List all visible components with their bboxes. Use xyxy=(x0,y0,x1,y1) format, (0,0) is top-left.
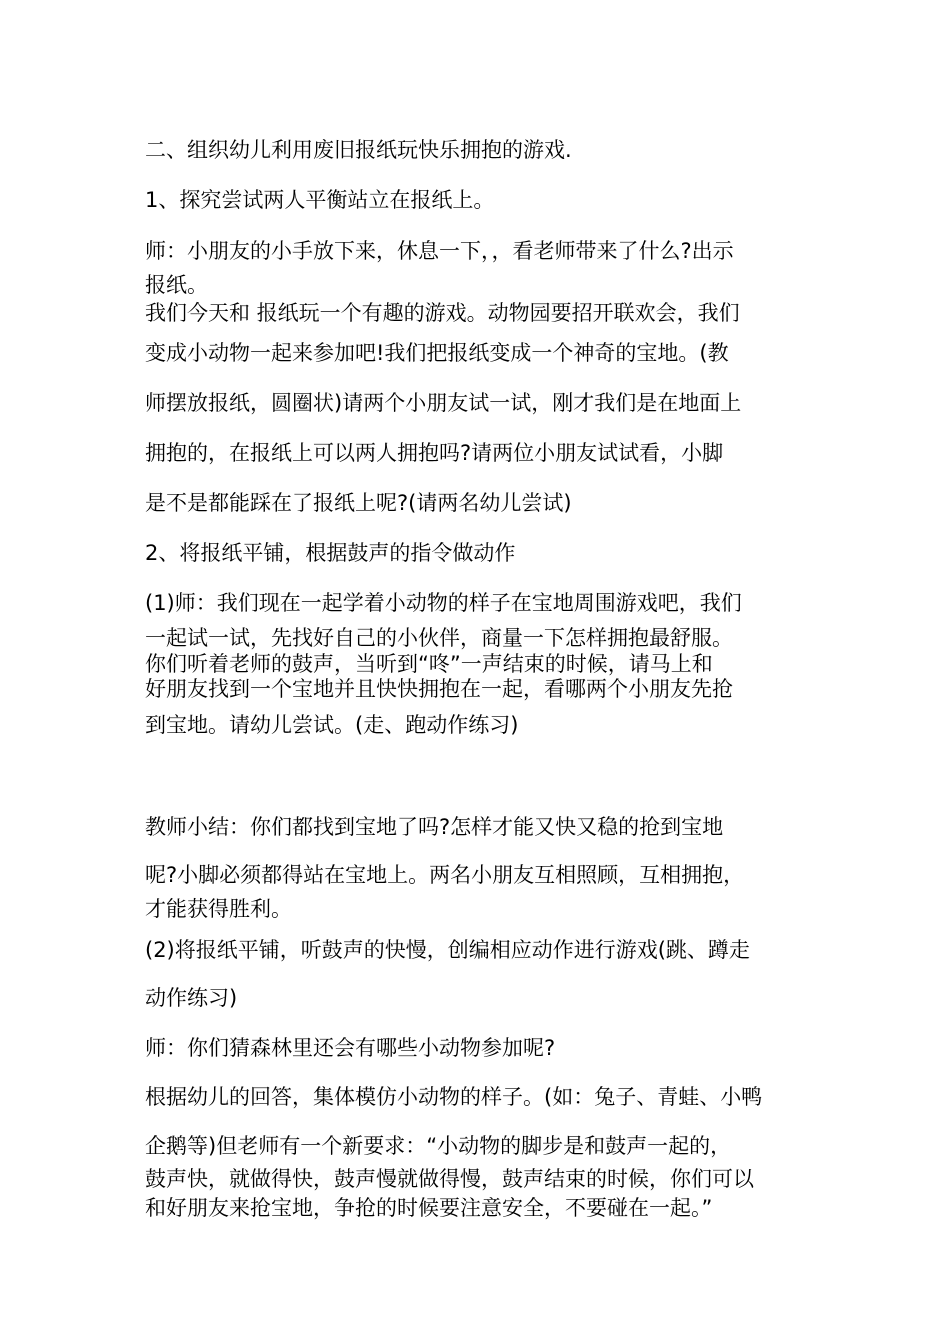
paragraph-line: 变成小动物一起来参加吧!我们把报纸变成一个神奇的宝地。(教 xyxy=(145,341,729,365)
paragraph-line: 一起试一试，先找好自己的小伙伴，商量一下怎样拥抱最舒服。 xyxy=(145,626,733,650)
paragraph-line: 呢?小脚必须都得站在宝地上。两名小朋友互相照顾，互相拥抱， xyxy=(145,863,745,887)
paragraph-line: 教师小结：你们都找到宝地了吗?怎样才能又快又稳的抢到宝地 xyxy=(145,815,724,839)
paragraph-line: 到宝地。请幼儿尝试。(走、跑动作练习) xyxy=(145,713,519,737)
paragraph-line: 根据幼儿的回答，集体模仿小动物的样子。(如：兔子、青蛙、小鸭 xyxy=(145,1085,763,1109)
step-heading: 1、探究尝试两人平衡站立在报纸上。 xyxy=(145,188,495,212)
paragraph-line: (2)将报纸平铺，听鼓声的快慢，创编相应动作进行游戏(跳、蹲走 xyxy=(145,938,750,962)
paragraph-line: 好朋友找到一个宝地并且快快拥抱在一起，看哪两个小朋友先抢 xyxy=(145,677,733,701)
paragraph-line: 你们听着老师的鼓声，当听到“咚”一声结束的时候，请马上和 xyxy=(145,652,713,676)
paragraph-line: 是不是都能踩在了报纸上呢?(请两名幼儿尝试) xyxy=(145,491,572,515)
paragraph-line: 我们今天和 报纸玩一个有趣的游戏。动物园要招开联欢会，我们 xyxy=(145,301,740,325)
paragraph-line: 拥抱的，在报纸上可以两人拥抱吗?请两位小朋友试试看，小脚 xyxy=(145,441,724,465)
paragraph-line: 师摆放报纸，圆圈状)请两个小朋友试一试，刚才我们是在地面上 xyxy=(145,391,742,415)
paragraph-line: (1)师：我们现在一起学着小动物的样子在宝地周围游戏吧，我们 xyxy=(145,591,742,615)
paragraph-line: 动作练习) xyxy=(145,986,238,1010)
section-heading: 二、组织幼儿利用废旧报纸玩快乐拥抱的游戏. xyxy=(145,138,572,162)
paragraph-line: 鼓声快，就做得快，鼓声慢就做得慢，鼓声结束的时候，你们可以 xyxy=(145,1167,754,1191)
paragraph-line: 师：你们猜森林里还会有哪些小动物参加呢? xyxy=(145,1036,556,1060)
paragraph-line: 师：小朋友的小手放下来，休息一下，，看老师带来了什么?出示 xyxy=(145,239,734,263)
paragraph-line: 和好朋友来抢宝地，争抢的时候要注意安全，不要碰在一起。” xyxy=(145,1196,713,1220)
paragraph-line: 企鹅等)但老师有一个新要求：“小动物的脚步是和鼓声一起的， xyxy=(145,1134,732,1158)
paragraph-line: 才能获得胜利。 xyxy=(145,897,292,921)
paragraph-line: 报纸。 xyxy=(145,273,208,297)
step-heading: 2、将报纸平铺，根据鼓声的指令做动作 xyxy=(145,541,516,565)
